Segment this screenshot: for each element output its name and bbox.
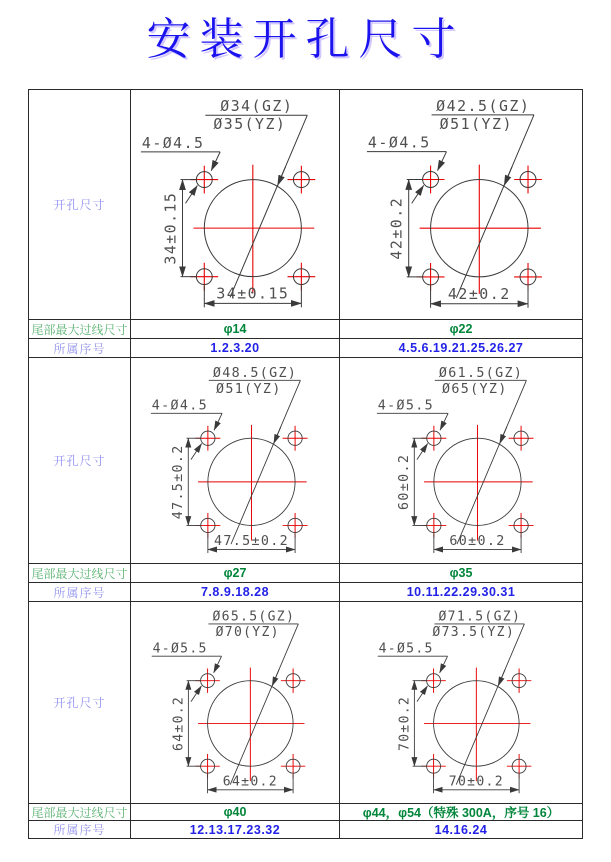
centerlines: [416, 165, 541, 294]
yz-diameter-label: Ø51(YZ): [215, 381, 282, 397]
mounting-hole-drawing: [143, 603, 326, 802]
vertical-dimension: 70±0.2: [397, 695, 413, 751]
row-label-serial: 所属序号: [29, 583, 131, 602]
max-wire-value: φ27: [131, 564, 340, 583]
gz-diameter-label: Ø48.5(GZ): [212, 365, 297, 381]
row-label-hole-size: 开孔尺寸: [29, 358, 131, 564]
centerlines: [195, 425, 307, 541]
row-label-max-wire: 尾部最大过线尺寸: [29, 320, 131, 339]
holes-callout: 4-Ø5.5: [378, 641, 435, 657]
serial-value: 12.13.17.23.32: [131, 821, 340, 838]
holes-callout: 4-Ø4.5: [141, 134, 205, 153]
holes-callout: 4-Ø5.5: [152, 641, 209, 657]
serial-value: 7.8.9.18.28: [131, 583, 340, 602]
mounting-hole-drawing: [131, 91, 339, 318]
drawing-cell: [340, 602, 582, 804]
serial-value: 4.5.6.19.21.25.26.27: [340, 339, 582, 358]
row-label-serial: 所属序号: [29, 821, 131, 838]
vertical-dimension: 60±0.2: [396, 453, 412, 510]
centerlines: [422, 668, 532, 781]
holes-callout: 4-Ø4.5: [151, 398, 208, 414]
dimension-table: [28, 89, 583, 839]
gz-diameter-label: Ø65.5(GZ): [212, 609, 296, 625]
gz-diameter-label: Ø71.5(GZ): [438, 609, 522, 625]
gz-diameter-label: Ø61.5(GZ): [438, 365, 523, 381]
drawing-cell: [340, 358, 582, 564]
horizontal-dimension: 42±0.2: [447, 284, 511, 303]
row-label-hole-size: 开孔尺寸: [29, 602, 131, 804]
holes-callout: 4-Ø5.5: [377, 398, 434, 414]
max-wire-value: φ14: [131, 320, 340, 339]
max-wire-value: φ44，φ54（特殊 300A，序号 16）: [340, 804, 582, 821]
horizontal-dimension: 70±0.2: [449, 774, 505, 790]
page-title: 安装开孔尺寸: [146, 15, 465, 64]
max-wire-value: φ35: [340, 564, 582, 583]
row-label-max-wire: 尾部最大过线尺寸: [29, 564, 131, 583]
horizontal-dimension: 34±0.15: [216, 284, 290, 303]
row-label-hole-size: 开孔尺寸: [29, 90, 131, 320]
drawing-cell: [340, 90, 582, 320]
drawing-cell: [131, 90, 340, 320]
mounting-hole-drawing: [357, 91, 566, 318]
horizontal-dimension: 60±0.2: [448, 534, 506, 550]
max-wire-value: φ40: [131, 804, 340, 821]
drawing-cell: [131, 358, 340, 564]
vertical-dimension: 47.5±0.2: [170, 444, 186, 520]
yz-diameter-label: Ø65(YZ): [441, 381, 508, 397]
serial-value: 1.2.3.20: [131, 339, 340, 358]
vertical-dimension: 42±0.2: [387, 196, 406, 260]
row-label-serial: 所属序号: [29, 339, 131, 358]
max-wire-value: φ22: [340, 320, 582, 339]
mounting-hole-drawing: [369, 603, 552, 802]
yz-diameter-label: Ø51(YZ): [439, 114, 513, 133]
centerlines: [421, 425, 533, 541]
horizontal-dimension: 47.5±0.2: [213, 534, 289, 550]
serial-value: 10.11.22.29.30.31: [340, 583, 582, 602]
yz-diameter-label: Ø35(YZ): [213, 115, 287, 134]
horizontal-dimension: 64±0.2: [223, 774, 279, 790]
serial-value: 14.16.24: [434, 822, 488, 837]
gz-diameter-label: Ø34(GZ): [220, 97, 294, 116]
drawing-cell: [131, 602, 340, 804]
vertical-dimension: 34±0.15: [161, 191, 180, 265]
holes-callout: 4-Ø4.5: [367, 133, 431, 152]
yz-diameter-label: Ø73.5(YZ): [432, 625, 516, 641]
mounting-hole-drawing: [368, 359, 555, 562]
vertical-dimension: 64±0.2: [171, 695, 187, 751]
centerlines: [190, 165, 315, 294]
mounting-hole-drawing: [142, 359, 329, 562]
yz-diameter-label: Ø70(YZ): [215, 625, 281, 641]
centerlines: [196, 668, 306, 781]
row-label-max-wire: 尾部最大过线尺寸: [29, 804, 131, 821]
gz-diameter-label: Ø42.5(GZ): [435, 97, 530, 116]
